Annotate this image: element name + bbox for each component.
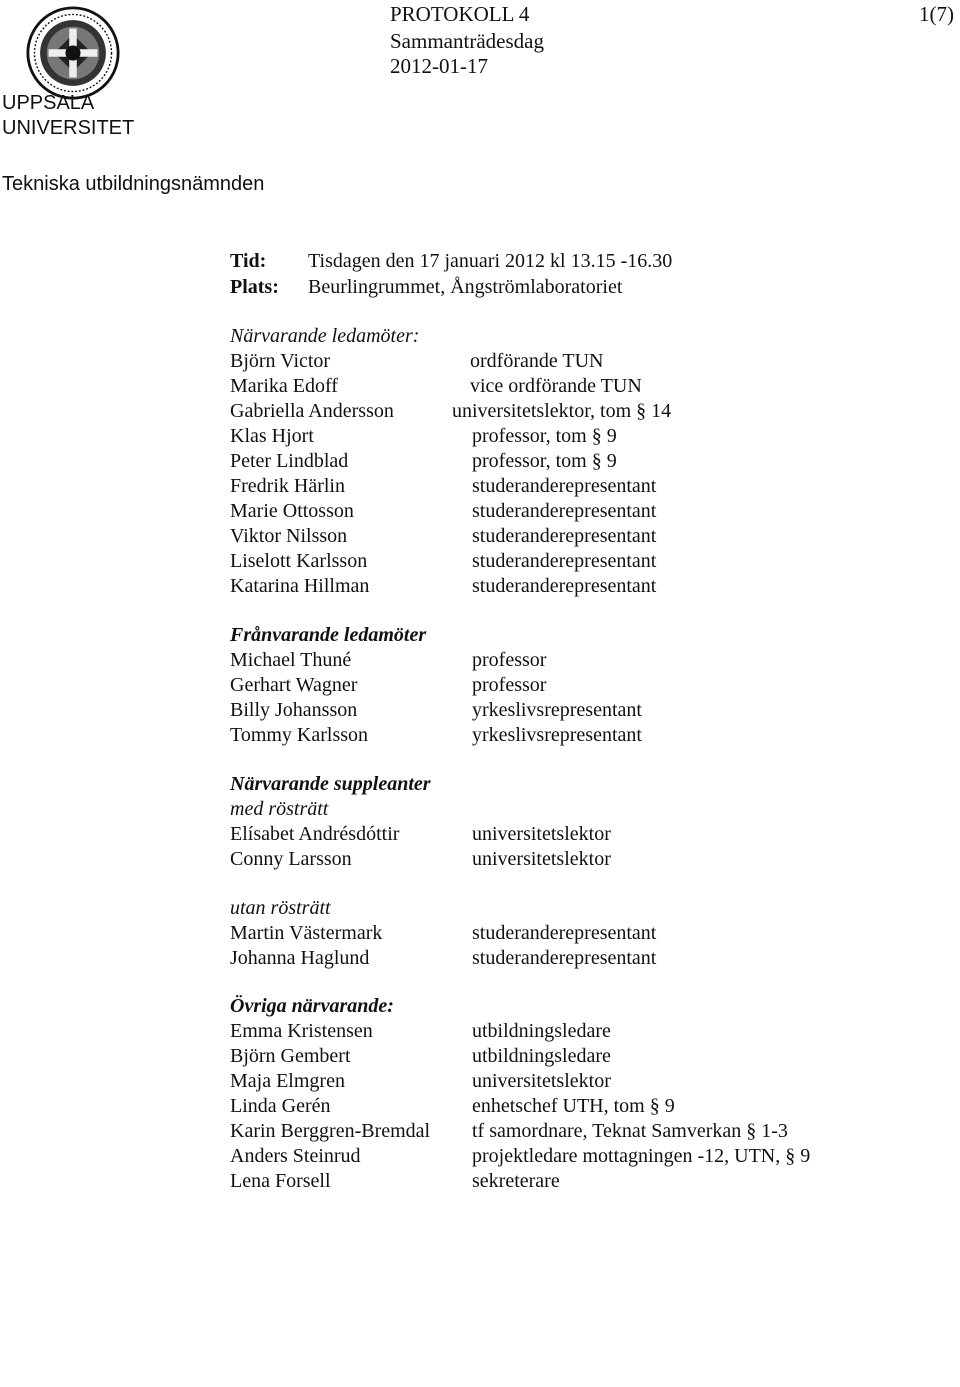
attendee-row <box>0 350 960 375</box>
without-vote-heading: utan rösträtt <box>230 897 331 919</box>
attendee-name: Gerhart Wagner <box>230 674 358 696</box>
attendee-name: Maja Elmgren <box>230 1070 345 1092</box>
attendee-name: Johanna Haglund <box>230 947 370 969</box>
attendee-name: Conny Larsson <box>230 848 352 870</box>
attendee-role: studeranderepresentant <box>472 922 657 944</box>
attendee-name: Billy Johansson <box>230 699 358 721</box>
attendee-role: universitetslektor, tom § 14 <box>452 400 672 422</box>
attendee-row <box>0 922 960 947</box>
attendee-role: universitetslektor <box>472 848 611 870</box>
university-name-line2: UNIVERSITET <box>2 117 135 139</box>
attendee-name: Björn Gembert <box>230 1045 351 1067</box>
attendee-role: studeranderepresentant <box>472 525 657 547</box>
attendee-role: professor, tom § 9 <box>472 450 617 472</box>
attendee-row <box>0 450 960 475</box>
attendee-role: projektledare mottagningen -12, UTN, § 9 <box>472 1145 811 1167</box>
meeting-date: 2012-01-17 <box>390 54 488 78</box>
attendee-role: vice ordförande TUN <box>470 375 642 397</box>
attendee-role: universitetslektor <box>472 823 611 845</box>
attendee-row <box>0 674 960 699</box>
attendee-role: yrkeslivsrepresentant <box>472 699 642 721</box>
attendee-row <box>0 400 960 425</box>
place-label: Plats: <box>230 276 279 298</box>
attendee-row <box>0 848 960 873</box>
absent-members-heading: Frånvarande ledamöter <box>230 624 427 646</box>
attendee-role: studeranderepresentant <box>472 475 657 497</box>
attendee-row <box>0 425 960 450</box>
attendee-name: Fredrik Härlin <box>230 475 345 497</box>
page-number: 1(7) <box>919 2 954 26</box>
attendee-name: Gabriella Andersson <box>230 400 394 422</box>
attendee-row <box>0 375 960 400</box>
present-members-heading: Närvarande ledamöter: <box>230 325 420 347</box>
attendee-name: Anders Steinrud <box>230 1145 361 1167</box>
attendee-role: professor <box>472 674 547 696</box>
present-deputies-heading: Närvarande suppleanter <box>230 773 431 795</box>
attendee-row <box>0 947 960 972</box>
attendee-role: universitetslektor <box>472 1070 611 1092</box>
attendee-name: Katarina Hillman <box>230 575 370 597</box>
university-seal-icon <box>26 6 120 100</box>
attendee-role: enhetschef UTH, tom § 9 <box>472 1095 675 1117</box>
attendee-row <box>0 699 960 724</box>
time-label: Tid: <box>230 250 267 272</box>
attendee-role: studeranderepresentant <box>472 550 657 572</box>
attendee-row <box>0 724 960 749</box>
committee-name: Tekniska utbildningsnämnden <box>2 173 265 195</box>
attendee-row <box>0 1070 960 1095</box>
attendee-role: studeranderepresentant <box>472 575 657 597</box>
attendee-role: utbildningsledare <box>472 1020 611 1042</box>
attendee-name: Klas Hjort <box>230 425 314 447</box>
attendee-row <box>0 1145 960 1170</box>
with-vote-heading: med rösträtt <box>230 798 329 820</box>
protocol-title: PROTOKOLL 4 <box>390 2 530 26</box>
place-value: Beurlingrummet, Ångströmlaboratoriet <box>308 276 623 298</box>
attendee-role: sekreterare <box>472 1170 560 1192</box>
attendee-name: Elísabet Andrésdóttir <box>230 823 400 845</box>
attendee-name: Lena Forsell <box>230 1170 331 1192</box>
attendee-name: Peter Lindblad <box>230 450 349 472</box>
attendee-role: professor <box>472 649 547 671</box>
attendee-row <box>0 525 960 550</box>
attendee-row <box>0 575 960 600</box>
attendee-name: Martin Västermark <box>230 922 383 944</box>
attendee-name: Marie Ottosson <box>230 500 354 522</box>
attendee-name: Karin Berggren-Bremdal <box>230 1120 431 1142</box>
others-present-heading: Övriga närvarande: <box>230 995 394 1017</box>
university-name-line1: UPPSALA <box>2 92 95 114</box>
attendee-row <box>0 550 960 575</box>
attendee-row <box>0 1045 960 1070</box>
attendee-name: Marika Edoff <box>230 375 338 397</box>
attendee-role: tf samordnare, Teknat Samverkan § 1-3 <box>472 1120 788 1142</box>
attendee-role: professor, tom § 9 <box>472 425 617 447</box>
attendee-role: utbildningsledare <box>472 1045 611 1067</box>
attendee-name: Tommy Karlsson <box>230 724 369 746</box>
attendee-role: ordförande TUN <box>470 350 604 372</box>
attendee-name: Michael Thuné <box>230 649 352 671</box>
attendee-role: studeranderepresentant <box>472 947 657 969</box>
attendee-name: Björn Victor <box>230 350 331 372</box>
attendee-role: yrkeslivsrepresentant <box>472 724 642 746</box>
attendee-name: Liselott Karlsson <box>230 550 368 572</box>
meeting-type: Sammanträdesdag <box>390 29 544 53</box>
time-value: Tisdagen den 17 januari 2012 kl 13.15 -16.30 <box>308 250 673 272</box>
attendee-name: Viktor Nilsson <box>230 525 348 547</box>
attendee-row <box>0 1095 960 1120</box>
attendee-row <box>0 649 960 674</box>
attendee-row <box>0 1120 960 1145</box>
attendee-row <box>0 1170 960 1195</box>
attendee-row <box>0 1020 960 1045</box>
attendee-row <box>0 475 960 500</box>
attendee-row <box>0 823 960 848</box>
attendee-row <box>0 500 960 525</box>
attendee-role: studeranderepresentant <box>472 500 657 522</box>
attendee-name: Emma Kristensen <box>230 1020 373 1042</box>
attendee-name: Linda Gerén <box>230 1095 331 1117</box>
